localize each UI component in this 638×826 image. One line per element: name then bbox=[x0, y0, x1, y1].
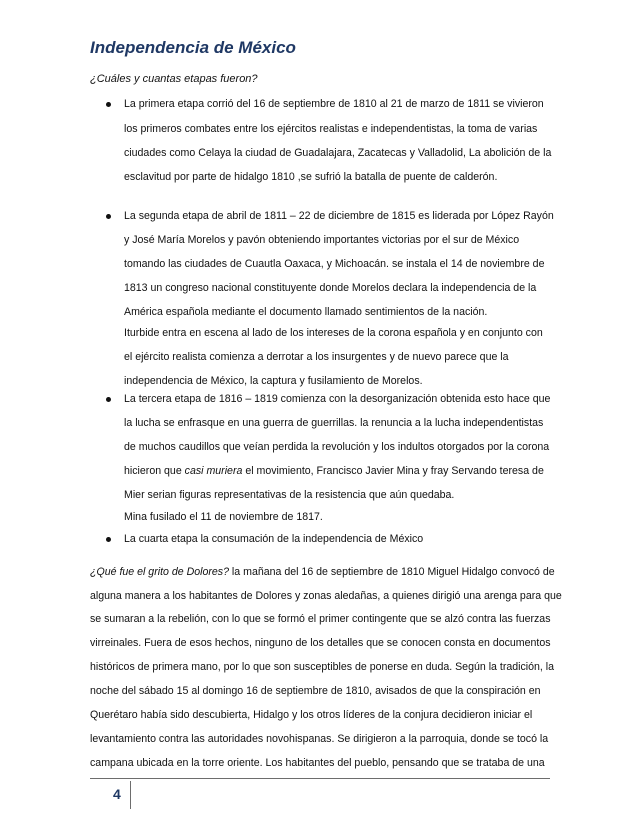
grito-line-8: levantamiento contra las autoridades novohispanas. Se dirigieron a la parroquia, donde se tocó la bbox=[90, 733, 549, 745]
grito-line-7: Querétaro había sido descubierta, Hidalgo y los otros líderes de la conjura decidieron iniciar el bbox=[90, 709, 533, 721]
grito-line-4: virreinales. Fuera de esos hechos, ninguno de los detalles que se conocen consta en documentos bbox=[90, 637, 551, 649]
grito-line-5: históricos de primera mano, por lo que son susceptibles de ponerse en duda. Según la tradición, la bbox=[90, 661, 555, 673]
grito-line-6: noche del sábado 15 al domingo 16 de septiembre de 1810, avisados de que la conspiración en bbox=[90, 685, 541, 697]
bullet-icon bbox=[106, 397, 111, 402]
stage-2-line-6: Iturbide entra en escena al lado de los intereses de la corona española y en conjunto con bbox=[124, 327, 543, 339]
stage-2-line-4: 1813 un congreso nacional constituyente donde Morelos declara la independencia de la bbox=[124, 282, 537, 294]
bullet-icon bbox=[106, 102, 111, 107]
footer-rule bbox=[90, 778, 550, 779]
stage-1-line-2: los primeros combates entre los ejércitos realistas e independentistas, la toma de varias bbox=[124, 123, 538, 135]
stage-3-line-4 bbox=[124, 464, 544, 478]
stage-2-line-5: América española mediante el documento llamado sentimientos de la nación. bbox=[124, 306, 488, 318]
grito-line-1 bbox=[90, 565, 555, 579]
grito-question: ¿Qué fue el grito de Dolores? bbox=[90, 566, 229, 578]
stage-3-line-4-start: hicieron que bbox=[124, 465, 185, 477]
stage-3-line-4-end: el movimiento, Francisco Javier Mina y fray Servando teresa de bbox=[242, 465, 544, 477]
stage-1-line-3: ciudades como Celaya la ciudad de Guadalajara, Zacatecas y Valladolid, La abolición de la bbox=[124, 147, 552, 159]
stage-1-line-1: La primera etapa corrió del 16 de septiembre de 1810 al 21 de marzo de 1811 se vivieron bbox=[124, 98, 544, 110]
stage-2-line-2: y José María Morelos y pavón obteniendo importantes victorias por el sur de México bbox=[124, 234, 520, 246]
stage-2-line-3: tomando las ciudades de Cuautla Oaxaca, y Michoacán. se instala el 14 de noviembre de bbox=[124, 258, 545, 270]
stage-3-line-6: Mina fusilado el 11 de noviembre de 1817. bbox=[124, 511, 323, 523]
bullet-icon bbox=[106, 214, 111, 219]
stage-2-line-7: el ejército realista comienza a derrotar a los insurgentes y de nuevo parece que la bbox=[124, 351, 509, 363]
grito-line-2: alguna manera a los habitantes de Dolores y zonas aledañas, a quienes dirigió una arenga para que bbox=[90, 590, 562, 602]
stage-3-line-3: de muchos caudillos que veían perdida la revolución y los indultos otorgados por la corona bbox=[124, 441, 550, 453]
grito-line-3: se sumaran a la rebelión, con lo que se formó el primer contingente que se alzó contra las fuerzas bbox=[90, 613, 551, 625]
stage-4-line-1: La cuarta etapa la consumación de la independencia de México bbox=[124, 533, 424, 545]
grito-line-9: campana ubicada en la torre oriente. Los habitantes del pueblo, pensando que se trataba de una bbox=[90, 757, 545, 769]
stage-3-line-1: La tercera etapa de 1816 – 1819 comienza con la desorganización obtenida esto hace que bbox=[124, 393, 551, 405]
document-title: Independencia de México bbox=[90, 38, 296, 57]
stage-3-line-2: la lucha se enfrasque en una guerra de guerrillas. la renuncia a la lucha independentistas bbox=[124, 417, 544, 429]
stage-2-line-8: independencia de México, la captura y fusilamiento de Morelos. bbox=[124, 375, 423, 387]
grito-line-1-rest: la mañana del 16 de septiembre de 1810 Miguel Hidalgo convocó de bbox=[228, 566, 555, 578]
page-number: 4 bbox=[113, 786, 121, 802]
page-number-divider bbox=[130, 781, 131, 809]
stage-1-line-4: esclavitud por parte de hidalgo 1810 ,se sufrió la batalla de puente de calderón. bbox=[124, 171, 498, 183]
emphasis-text: casi muriera bbox=[184, 465, 243, 477]
bullet-icon bbox=[106, 537, 111, 542]
stage-3-line-5: Mier serian figuras representativas de la resistencia que aún quedaba. bbox=[124, 489, 455, 501]
stage-2-line-1: La segunda etapa de abril de 1811 – 22 de diciembre de 1815 es liderada por López Rayón bbox=[124, 210, 554, 222]
section-question: ¿Cuáles y cuantas etapas fueron? bbox=[90, 73, 258, 85]
